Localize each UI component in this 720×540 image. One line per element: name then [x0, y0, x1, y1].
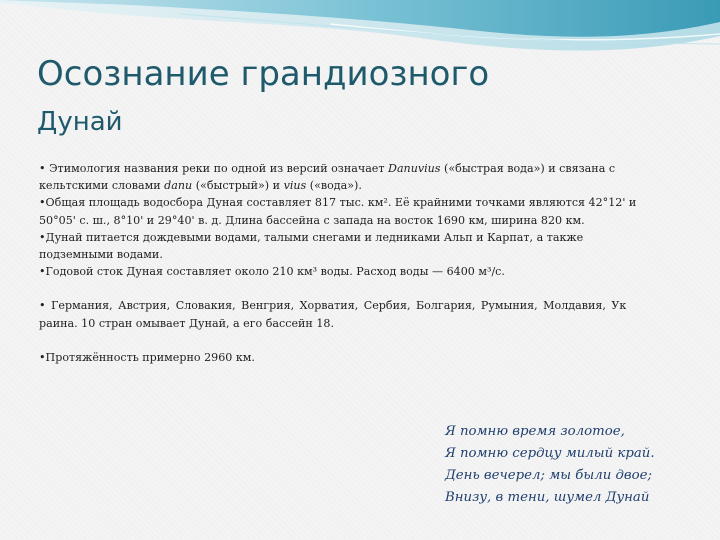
poem-line: Я помню время золотое, [445, 424, 625, 439]
latin-word: danu [164, 179, 193, 193]
header-wave-decoration [0, 0, 720, 60]
poem-line: Внизу, в тени, шумел Дунай [445, 490, 650, 505]
slide-subtitle: Дунай [37, 107, 123, 137]
area-line-1: •Общая площадь водосбора Дуная составляет 817 тыс. км². Её крайними точками являются 42°12' и [39, 196, 637, 210]
area-line-2: 50°05' с. ш., 8°10' и 29°40' в. д. Длина бассейна с запада на восток 1690 км, ширина 820 км. [39, 213, 585, 227]
slide-title: Осознание грандиозного [37, 54, 490, 94]
runoff-line: •Годовой сток Дуная составляет около 210 км³ воды. Расход воды — 6400 м³/с. [39, 265, 505, 279]
feeding-line-2: подземными водами. [39, 248, 163, 262]
countries-line-2: раина. 10 стран омывает Дунай, а его бассейн 18. [39, 316, 334, 330]
countries-line-1: • Германия, Австрия, Словакия, Венгрия, Хорватия, Сербия, Болгария, Румыния, Молдавия, Ук [39, 299, 627, 313]
length-line: •Протяжённость примерно 2960 км. [39, 350, 255, 364]
poem-quote [445, 421, 655, 509]
poem-line: Я помню сердцу милый край. [445, 446, 655, 461]
feeding-line-1: •Дунай питается дождевыми водами, талыми снегами и ледниками Альп и Карпат, а также [39, 230, 584, 244]
etymology-line-1: • Этимология названия реки по одной из версий означает Danuvius («быстрая вода») и связана с [39, 162, 616, 175]
poem-line: День вечерел; мы были двое; [445, 468, 653, 483]
latin-word: vius [283, 179, 307, 193]
latin-word: Danuvius [388, 162, 441, 175]
slide-body [39, 160, 689, 366]
etymology-line-2: кельтскими словами danu («быстрый») и vius («вода»). [39, 179, 362, 193]
